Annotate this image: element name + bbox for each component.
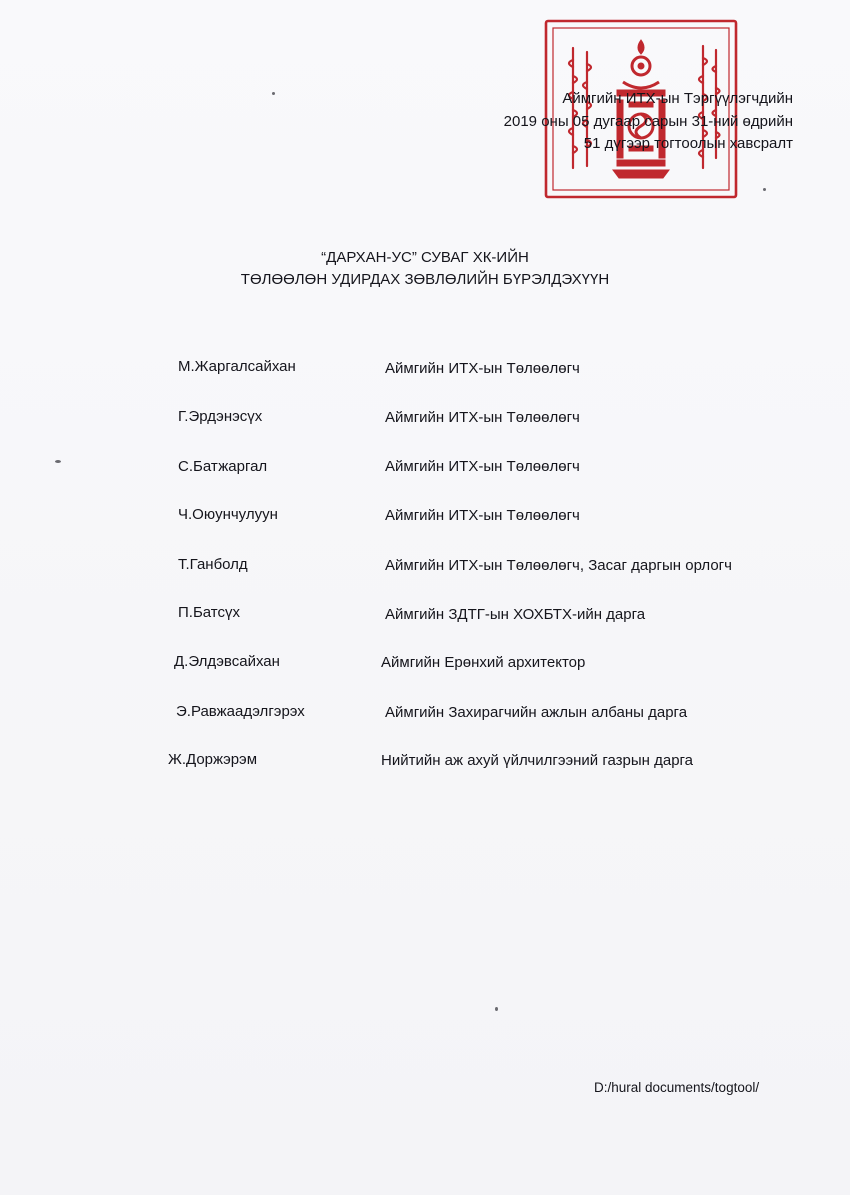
member-name: Д.Элдэвсайхан: [174, 653, 280, 670]
scan-speck: [495, 1007, 498, 1011]
member-role: Аймгийн ЗДТГ-ын ХОХБТХ-ийн дарга: [385, 606, 646, 623]
member-name: М.Жаргалсайхан: [178, 358, 296, 375]
header-line-3: 51 дүгээр тогтоолын хавсралт: [583, 135, 793, 152]
member-role: Аймгийн ИТХ-ын Төлөөлөгч, Засаг даргын орлогч: [385, 557, 732, 574]
member-name: Т.Ганболд: [178, 556, 248, 573]
member-name: Э.Равжаадэлгэрэх: [176, 703, 305, 720]
scan-speck: [55, 460, 61, 463]
header-line-2: 2019 оны 05 дугаар сарын 31-ний өдрийн: [503, 112, 793, 130]
header-line-1: Аймгийн ИТХ-ын Тэргүүлэгчдийн: [562, 90, 793, 107]
scan-speck: [763, 188, 766, 191]
member-name: Ж.Доржэрэм: [168, 751, 258, 768]
member-name: Г.Эрдэнэсүх: [178, 408, 263, 425]
member-role: Аймгийн Захирагчийн ажлын албаны дарга: [385, 704, 688, 721]
member-role: Аймгийн ИТХ-ын Төлөөлөгч: [385, 458, 580, 475]
member-role: Аймгийн Ерөнхий архитектор: [381, 654, 586, 671]
title-line-1: “ДАРХАН-УС” СУВАГ ХК-ИЙН: [321, 249, 529, 266]
member-name: Ч.Оюунчулуун: [178, 506, 278, 523]
member-role: Аймгийн ИТХ-ын Төлөөлөгч: [385, 507, 580, 524]
member-name: С.Батжаргал: [178, 458, 268, 475]
attachment-header: [504, 88, 793, 156]
title-line-2: ТӨЛӨӨЛӨН УДИРДАХ ЗӨВЛӨЛИЙН БҮРЭЛДЭХҮҮН: [240, 271, 610, 288]
document-title: [0, 247, 850, 291]
member-role: Нийтийн аж ахуй үйлчилгээний газрын дарга: [381, 752, 694, 769]
member-role: Аймгийн ИТХ-ын Төлөөлөгч: [385, 360, 580, 377]
scan-speck: [272, 92, 275, 95]
member-name: П.Батсүх: [178, 604, 241, 621]
member-role: Аймгийн ИТХ-ын Төлөөлөгч: [385, 409, 580, 426]
file-path-footer: D:/hural documents/togtool/: [594, 1080, 760, 1095]
